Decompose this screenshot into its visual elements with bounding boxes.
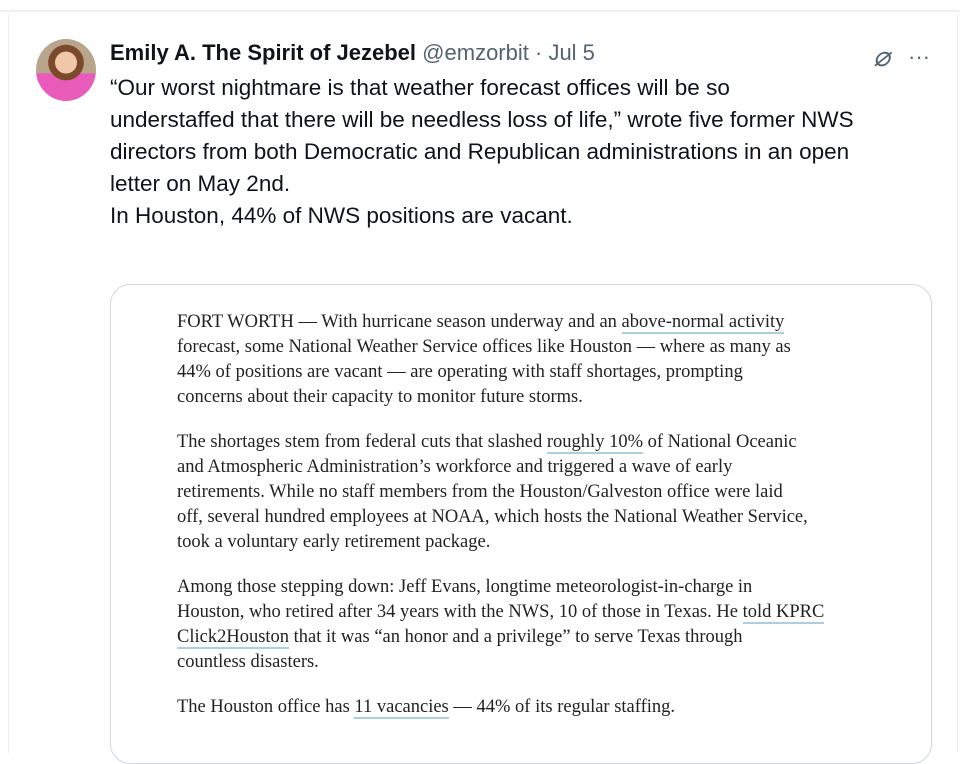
- post-date[interactable]: Jul 5: [548, 40, 595, 65]
- article-text-segment: FORT WORTH — With hurricane season underway and an: [177, 312, 622, 332]
- article-text-segment: that it was “an honor and a privilege” to serve Texas through: [289, 627, 743, 647]
- article-text-segment: 44% of positions are vacant — are operating with staff shortages, prompting: [177, 362, 743, 382]
- tweet-header: [110, 40, 595, 66]
- article-link: above-normal activity: [621, 312, 785, 332]
- article-text-segment: of National Oceanic: [642, 432, 797, 452]
- previous-post-divider: [0, 0, 960, 12]
- article-line: [177, 480, 824, 505]
- article-text: [177, 310, 824, 740]
- article-text-segment: forecast, some National Weather Service offices like Houston — where as many as: [177, 337, 791, 357]
- article-line: [177, 695, 824, 720]
- article-line: [177, 575, 824, 600]
- tweet-text-line: understaffed that there will be needless loss of life,” wrote five former NWS: [110, 107, 854, 132]
- article-text-segment: retirements. While no staff members from the Houston/Galveston office were laid: [177, 482, 783, 502]
- article-link: roughly 10%: [546, 432, 643, 452]
- article-text-segment: countless disasters.: [177, 652, 319, 672]
- article-line: [177, 530, 824, 555]
- article-text-segment: concerns about their capacity to monitor future storms.: [177, 387, 583, 407]
- article-line: [177, 455, 824, 480]
- tweet-text-line: letter on May 2nd.: [110, 171, 291, 196]
- article-paragraph: [177, 430, 824, 555]
- article-line: [177, 625, 824, 650]
- tweet-text-line: “Our worst nightmare is that weather forecast offices will be so: [110, 75, 730, 100]
- tweet-text: [110, 72, 940, 232]
- separator: ·: [528, 40, 549, 65]
- article-line: [177, 360, 824, 385]
- author-name[interactable]: Emily A. The Spirit of Jezebel: [110, 40, 417, 65]
- article-text-segment: off, several hundred employees at NOAA, which hosts the National Weather Service,: [177, 507, 808, 527]
- article-line: [177, 650, 824, 675]
- article-link: told KPRC: [742, 602, 825, 622]
- article-text-segment: and Atmospheric Administration’s workforce and triggered a wave of early: [177, 457, 733, 477]
- article-line: [177, 385, 824, 410]
- article-line: [177, 430, 824, 455]
- article-text-segment: The Houston office has: [177, 697, 355, 717]
- article-line: [177, 335, 824, 360]
- article-text-segment: took a voluntary early retirement package.: [177, 532, 491, 552]
- article-line: [177, 505, 824, 530]
- article-screenshot[interactable]: [110, 284, 932, 764]
- article-line: [177, 600, 824, 625]
- article-text-segment: The shortages stem from federal cuts that slashed: [177, 432, 547, 452]
- article-paragraph: [177, 575, 824, 675]
- avatar[interactable]: [36, 39, 96, 101]
- article-text-segment: Houston, who retired after 34 years with the NWS, 10 of those in Texas. He: [177, 602, 743, 622]
- article-paragraph: [177, 695, 824, 720]
- tweet-text-line: directors from both Democratic and Republican administrations in an open: [110, 139, 850, 164]
- article-paragraph: [177, 310, 824, 410]
- more-icon[interactable]: ···: [908, 43, 930, 69]
- article-link: Click2Houston: [177, 627, 290, 647]
- grok-icon[interactable]: ⌀: [873, 41, 891, 72]
- article-line: [177, 310, 824, 335]
- tweet-text-line: In Houston, 44% of NWS positions are vacant.: [110, 203, 573, 228]
- article-text-segment: Among those stepping down: Jeff Evans, longtime meteorologist-in-charge in: [177, 577, 753, 597]
- author-handle[interactable]: @emzorbit: [422, 40, 529, 65]
- article-text-segment: — 44% of its regular staffing.: [448, 697, 676, 717]
- article-link: 11 vacancies: [354, 697, 449, 717]
